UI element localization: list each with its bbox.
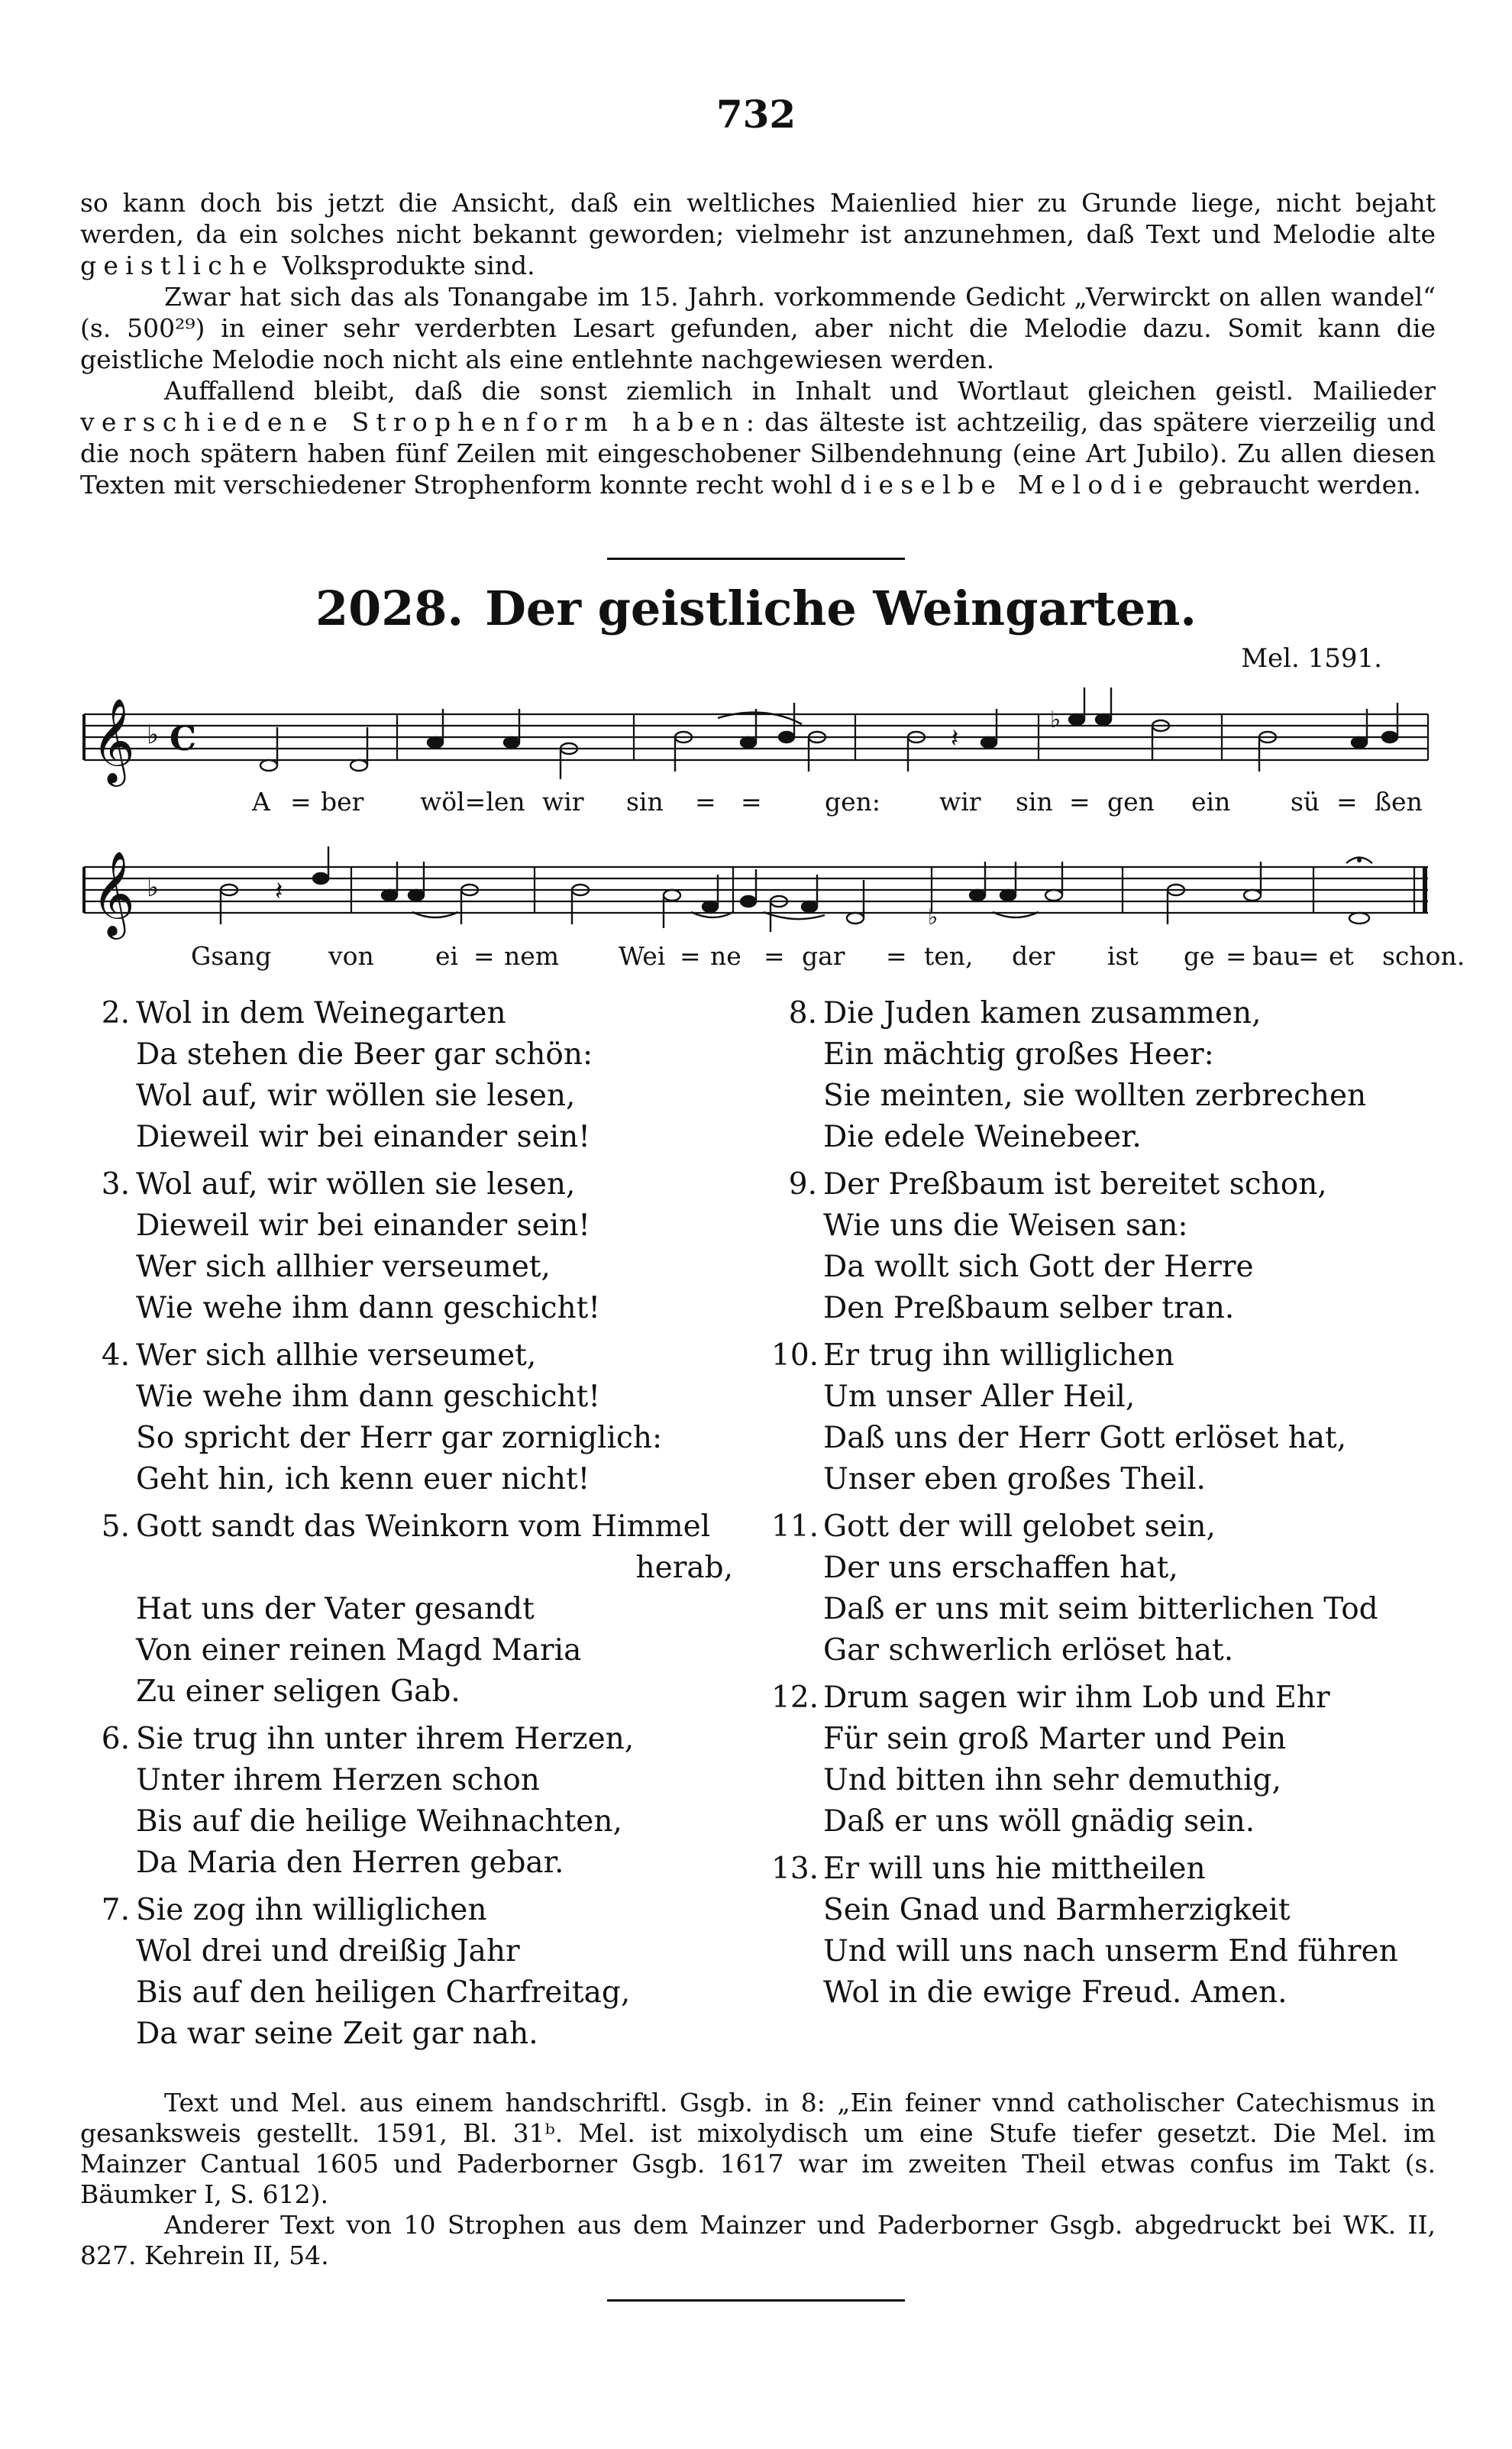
- verse-13: 13. Er will uns hie mittheilen Sein Gnad und Barmherzigkeit Und will uns nach unserm End führen Wol in die ewige Freud. Amen.: [771, 1852, 1398, 2010]
- svg-text:𝄞: 𝄞: [92, 850, 135, 936]
- svg-text:♭: ♭: [928, 904, 939, 930]
- svg-text:♭: ♭: [147, 872, 160, 903]
- music-staff-1: [76, 680, 1443, 794]
- music-staff-2: [76, 833, 1443, 947]
- source-note-1: Text und Mel. aus einem handschriftl. Gsgb. in 8: „Ein feiner vnnd catholischer Catechismus in gesanksweis gestellt. 1591, Bl. 31ᵇ. Mel. ist mixolydisch um eine Stufe tiefer gesetzt. Die Mel. im Mainzer Cantual 1605 und Paderborner Gsgb. 1617 war im zweiten Theil etwas confus im Takt (s. Bäumker I, S. 612).: [80, 2088, 1436, 2209]
- intro-text: [80, 187, 1436, 500]
- divider-top: [607, 558, 905, 560]
- intro-paragraph-2: Zwar hat sich das als Tonangabe im 15. Jahrh. vorkommende Gedicht „Verwirckt on allen wandel“ (s. 500²⁹) in einer sehr verderbten Lesart gefunden, aber nicht die Melodie dazu. Somit kann die geistliche Melodie noch nicht als eine entlehnte nachgewiesen werden.: [80, 282, 1436, 374]
- source-note-2: Anderer Text von 10 Strophen aus dem Mainzer und Paderborner Gsgb. abgedruckt bei WK. II, 827. Kehrein II, 54.: [80, 2210, 1436, 2270]
- verse-3: 3. Wol auf, wir wöllen sie lesen, Dieweil wir bei einander sein! Wer sich allhier verseumet, Wie wehe ihm dann geschicht!: [101, 1167, 601, 1325]
- intro-paragraph-1: so kann doch bis jetzt die Ansicht, daß ein weltliches Maienlied hier zu Grunde liege, nicht bejaht werden, da ein solches nicht bekannt geworden; vielmehr ist anzunehmen, daß Text und Melodie alte geistliche Volksprodukte sind.: [80, 188, 1436, 280]
- verse-7: 7. Sie zog ihn williglichen Wol drei und dreißig Jahr Bis auf den heiligen Charfreitag, Da war seine Zeit gar nah.: [101, 1893, 631, 2051]
- verses-right-column: [771, 993, 1443, 2020]
- verse-4: 4. Wer sich allhie verseumet, Wie wehe ihm dann geschicht! So spricht der Herr gar zorniglich: Geht hin, ich kenn euer nicht!: [101, 1338, 663, 1496]
- song-name: Der geistliche Weingarten.: [485, 581, 1197, 636]
- verse-6: 6. Sie trug ihn unter ihrem Herzen, Unter ihrem Herzen schon Bis auf die heilige Weihnachten, Da Maria den Herren gebar.: [101, 1722, 635, 1880]
- verse-5: 5. Gott sandt das Weinkorn vom Himmel herab, Hat uns der Vater gesandt Von einer reinen Magd Maria Zu einer seligen Gab.: [101, 1509, 733, 1709]
- svg-text:𝄽: 𝄽: [951, 723, 959, 754]
- svg-text:𝄽: 𝄽: [275, 876, 283, 907]
- svg-text:𝄞: 𝄞: [92, 697, 135, 783]
- verse-12: 12. Drum sagen wir ihm Lob und Ehr Für sein groß Marter und Pein Und bitten ihn sehr demuthig, Daß er uns wöll gnädig sein.: [771, 1681, 1330, 1839]
- verse-9: 9. Der Preßbaum ist bereitet schon, Wie uns die Weisen san: Da wollt sich Gott der Herre Den Preßbaum selber tran.: [788, 1167, 1327, 1325]
- verse-8: 8. Die Juden kamen zusammen, Ein mächtig großes Heer: Sie meinten, sie wollten zerbrechen Die edele Weinebeer.: [788, 996, 1367, 1154]
- svg-text:♭: ♭: [147, 720, 160, 750]
- verse-2: 2. Wol in dem Weinegarten Da stehen die Beer gar schön: Wol auf, wir wöllen sie lesen, Dieweil wir bei einander sein!: [101, 996, 593, 1154]
- verses-left-column: [84, 993, 748, 2061]
- svg-text:C: C: [170, 720, 197, 759]
- song-number: 2028.: [315, 581, 464, 636]
- source-notes: [80, 2088, 1436, 2271]
- verse-10: 10. Er trug ihn williglichen Um unser Aller Heil, Daß uns der Herr Gott erlöset hat, Unser eben großes Theil.: [771, 1338, 1347, 1496]
- svg-text:♭: ♭: [1050, 707, 1061, 733]
- divider-bottom: [607, 2299, 905, 2302]
- melody-reference: Mel. 1591.: [1241, 643, 1382, 674]
- page-number: 732: [716, 92, 796, 137]
- verse-11: 11. Gott der will gelobet sein, Der uns erschaffen hat, Daß er uns mit seim bitterlichen Tod Gar schwerlich erlöset hat.: [771, 1509, 1378, 1668]
- intro-paragraph-3: Auffallend bleibt, daß die sonst ziemlich in Inhalt und Wortlaut gleichen geistl. Mailieder verschiedene Strophenform haben: das älteste ist achtzeilig, das spätere vierzeilig und die noch spätern haben fünf Zeilen mit eingeschobener Silbendehnung (eine Art Jubilo). Zu allen diesen Texten mit verschiedener Strophenform konnte recht wohl dieselbe Melodie gebraucht werden.: [80, 376, 1436, 500]
- song-title: [0, 581, 1512, 636]
